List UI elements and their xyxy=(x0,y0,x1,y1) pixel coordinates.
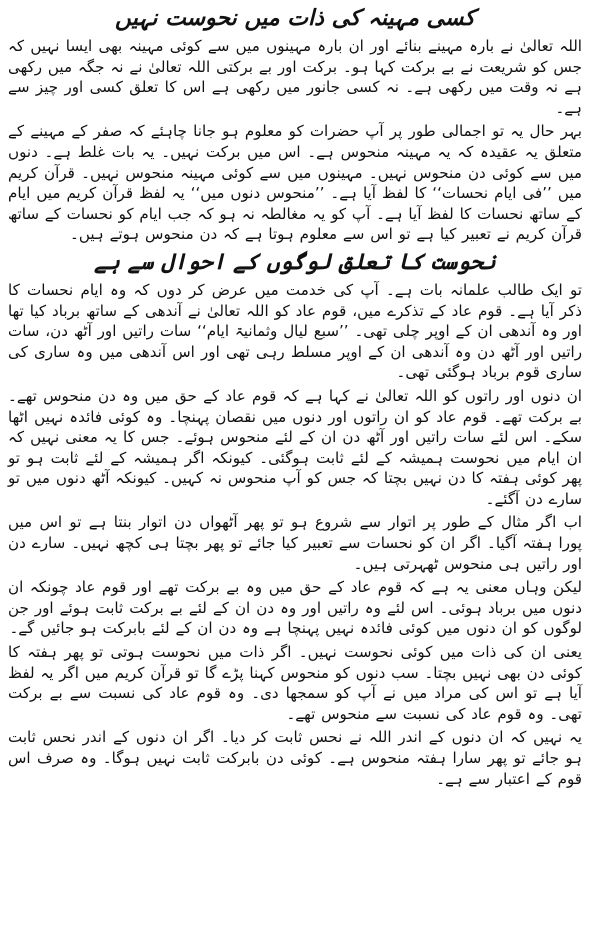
paragraph: تو ایک طالب علمانہ بات ہے۔ آپ کی خدمت میں عرض کر دوں کہ وہ ایام نحسات کا ذکر آیا ہے۔ قوم عاد کے تذکرے میں، قوم عاد کو اللہ تعالیٰ نے آندھی کے ساتھ برباد کیا تھا اور وہ آندھی ان کے اوپر چلی تھی۔ ’’سبع لیال وثمانیۃ ایام‘‘ سات راتیں اور آٹھ دن، سات راتیں اور آٹھ دن وہ آندھی ان کے اوپر مسلط رہی تھی اور اس آندھی میں وہ ساری کی ساری قوم برباد ہوگئی تھی۔ xyxy=(8,280,582,382)
section-heading-no-inauspicious-month: کسی مہینہ کی ذات میں نحوست نہیں xyxy=(115,6,475,31)
paragraph: بہر حال یہ تو اجمالی طور پر آپ حضرات کو معلوم ہو جانا چاہئے کہ صفر کے مہینے کے متعلق یہ عقیدہ کہ یہ مہینہ منحوس ہے۔ اس میں برکت نہیں۔ یہ بات غلط ہے۔ دنوں میں سے کوئی دن منحوس نہیں۔ مہینوں میں سے کوئی مہینہ منحوس نہیں۔ قرآن کریم میں ’’فی ایام نحسات‘‘ کا لفظ آیا ہے۔ ’’منحوس دنوں میں‘‘ یہ لفظ قرآن کریم میں ایام کے ساتھ نحسات کا لفظ آیا ہے۔ آپ کو یہ مغالطہ نہ ہو کہ جب ایام کو نحسات کے ساتھ قرآن کریم نے تعبیر کیا ہے تو اس سے معلوم ہوتا ہے کہ دن منحوس ہوتے ہیں۔ xyxy=(8,122,582,244)
section-heading-misfortune-relates-to-people: نحوست کا تعلق لوگوں کے احوال سے ہے xyxy=(94,249,496,275)
paragraph: اب اگر مثال کے طور پر اتوار سے شروع ہو تو پھر آٹھواں دن اتوار بنتا ہے تو اس میں پورا ہفتہ آگیا۔ اگر ان کو نحسات سے تعبیر کیا جائے تو پھر بچتا ہی کچھ نہیں۔ سارے دن اور راتیں ہی منحوس ٹھہرتی ہیں۔ xyxy=(8,513,582,573)
paragraph: ان دنوں اور راتوں کو اللہ تعالیٰ نے کہا ہے کہ قوم عاد کے حق میں وہ دن منحوس تھے۔ بے برکت تھے۔ قوم عاد کو ان راتوں اور دنوں میں نقصان پہنچا۔ وہ کوئی فائدہ نہیں اٹھا سکے۔ اس لئے سات راتیں اور آٹھ دن ان کے لئے منحوس ہوئے۔ جس کا یہ معنی نہیں کہ ان ایام میں نحوست ہمیشہ کے لئے ثابت ہوگئی۔ کیونکہ اگر ہمیشہ کے لئے ثابت ہو تو پھر کوئی ہفتہ کا دن نہیں بچتا کہ جس کو آپ منحوس نہ کہیں۔ کیونکہ آٹھ دنوں میں تو سارے دن آگئے۔ xyxy=(8,386,582,508)
paragraph: یہ نہیں کہ ان دنوں کے اندر اللہ نے نحس ثابت کر دیا۔ اگر ان دنوں کے اندر نحس ثابت ہو جائے تو پھر سارا ہفتہ منحوس ہے۔ کوئی دن بابرکت ثابت نہیں ہوگا۔ وہ صرف اس قوم کے اعتبار سے ہے۔ xyxy=(8,728,582,788)
paragraph: اللہ تعالیٰ نے بارہ مہینے بنائے اور ان بارہ مہینوں میں سے کوئی مہینہ بھی ایسا نہیں کہ جس کو شریعت نے بے برکت کہا ہو۔ برکت اور بے برکتی اللہ تعالیٰ نے نہ جگہ میں رکھی ہے نہ وقت میں رکھی ہے۔ نہ کسی جانور میں رکھی ہے اس کا تعلق کسی اور چیز سے ہے۔ xyxy=(8,37,582,117)
article-page xyxy=(8,0,582,789)
paragraph: یعنی ان کی ذات میں کوئی نحوست نہیں۔ اگر ذات میں نحوست ہوتی تو پھر ہفتہ کا کوئی دن بھی نہیں بچتا۔ سب دنوں کو منحوس کہنا پڑے گا تو قرآن کریم میں اگر یہ لفظ آیا ہے تو اس کی مراد میں نے آپ کو سمجھا دی۔ وہ قوم عاد کی نسبت سے بے برکت تھی۔ وہ قوم عاد کی نسبت سے منحوس تھے۔ xyxy=(8,643,582,723)
paragraph: لیکن وہاں معنی یہ ہے کہ قوم عاد کے حق میں وہ بے برکت تھے اور قوم عاد چونکہ ان دنوں میں برباد ہوئی۔ اس لئے وہ راتیں اور وہ دن ان کے لئے بے برکت ثابت ہوئے اور جن لوگوں کو ان دنوں میں کوئی فائدہ نہیں پہنچا ہے وہ دن ان کے لئے بابرکت ہو جائیں گے۔ xyxy=(8,578,582,638)
